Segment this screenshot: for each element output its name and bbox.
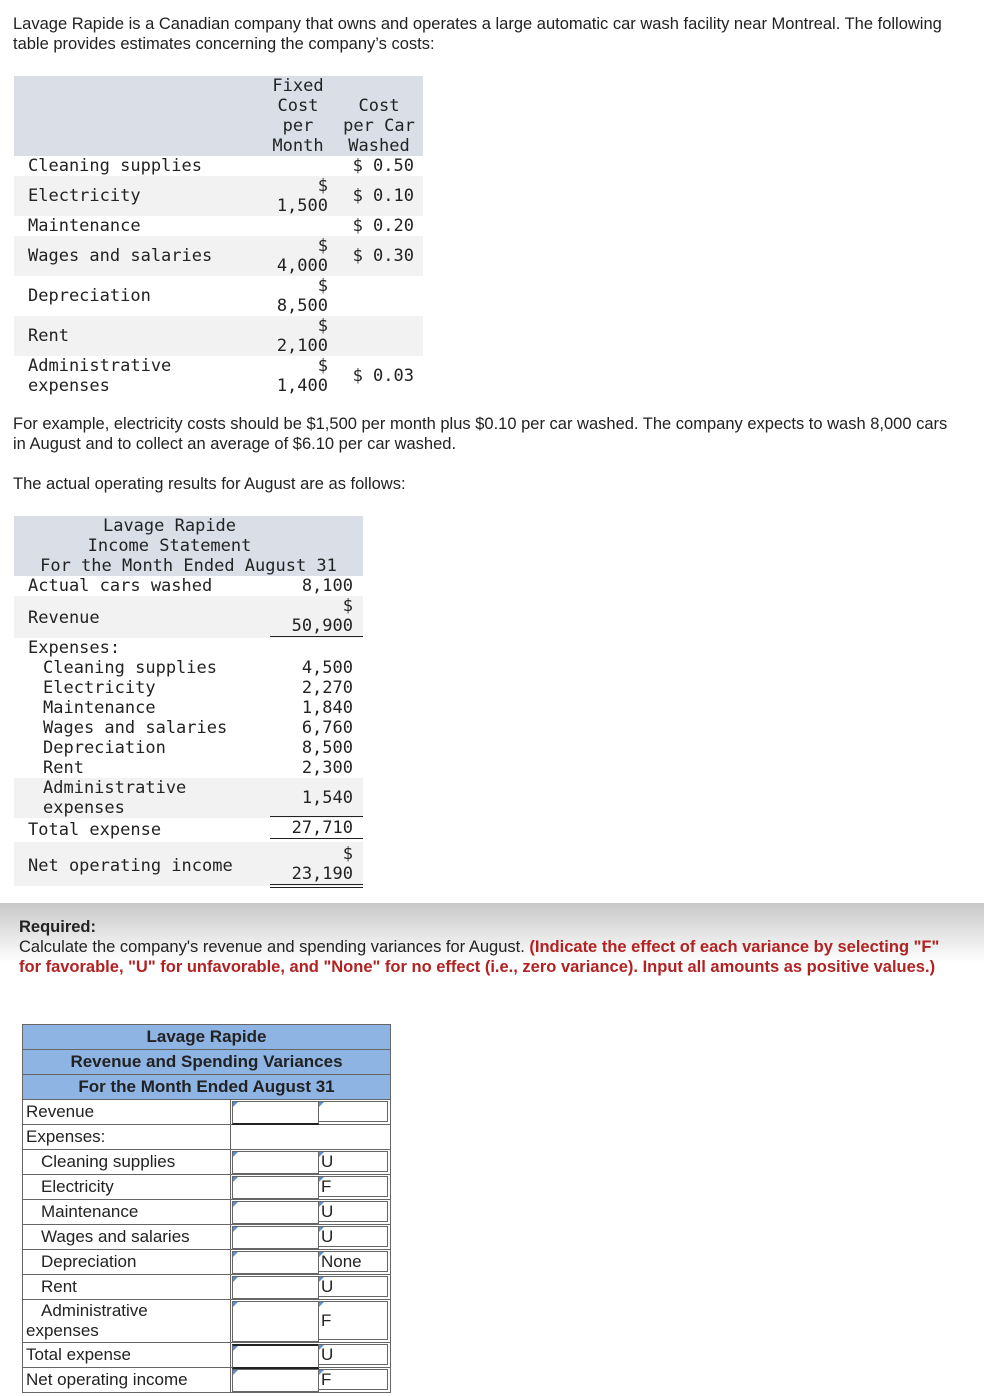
cost-row-label: Electricity — [28, 186, 141, 206]
expense-value: 2,300 — [301, 758, 353, 778]
variance-title-2: Revenue and Spending Variances — [23, 1050, 390, 1075]
table-row — [23, 1225, 390, 1250]
expense-label: Maintenance — [43, 698, 156, 718]
variance-table — [22, 1024, 391, 1393]
row-label: Rent — [23, 1275, 231, 1299]
per-car-cell: $ 0.10 — [352, 186, 414, 206]
variance-amount-input[interactable] — [232, 1251, 319, 1274]
total-variance-input[interactable] — [232, 1344, 319, 1369]
per-car-cell: $ 0.20 — [352, 216, 414, 236]
effect-select[interactable]: None — [318, 1251, 388, 1272]
fixed-cost-cell: $ 1,500 — [276, 176, 328, 216]
row-label: Maintenance — [23, 1200, 231, 1224]
required-body: Calculate the company's revenue and spending variances for August. — [19, 938, 525, 956]
expense-value: 4,500 — [301, 658, 353, 678]
effect-select[interactable]: F — [318, 1301, 388, 1340]
income-title: Lavage Rapide Income Statement For the Month Ended August 31 — [40, 516, 337, 576]
table-row — [23, 1150, 390, 1175]
row-label: Electricity — [23, 1175, 231, 1199]
example-text: For example, electricity costs should be $1,500 per month plus $0.10 per car washed. The company expects to wash 8,000 cars in August and to collect an average of $6.10 per car washed. — [13, 415, 948, 453]
row-label: Wages and salaries — [23, 1225, 231, 1249]
variance-amount-input[interactable] — [232, 1226, 319, 1249]
cars-value: 8,100 — [301, 576, 353, 596]
row-label: Cleaning supplies — [23, 1150, 231, 1174]
table-row — [23, 1275, 390, 1300]
row-label: Total expense — [23, 1343, 231, 1367]
cars-label: Actual cars washed — [28, 576, 213, 596]
cost-row-label: Wages and salaries — [28, 246, 213, 266]
header-fixed-cost: Fixed Cost per Month — [272, 76, 324, 156]
table-row — [23, 1125, 390, 1150]
variance-amount-input[interactable] — [232, 1301, 319, 1342]
expense-label: Electricity — [43, 678, 156, 698]
table-row — [23, 1368, 390, 1392]
per-car-cell: $ 0.03 — [352, 366, 414, 386]
per-car-cell: $ 0.30 — [352, 246, 414, 266]
expense-value: 6,760 — [301, 718, 353, 738]
fixed-cost-cell: $ 2,100 — [276, 316, 328, 356]
intro-text: Lavage Rapide is a Canadian company that owns and operates a large automatic car wash facility near Montreal. The following table provides estimates concerning the company’s costs: — [13, 15, 942, 53]
effect-select[interactable]: U — [318, 1276, 388, 1297]
admin-label: Administrative expenses — [43, 778, 187, 818]
row-label: Net operating income — [23, 1368, 231, 1392]
effect-select[interactable]: U — [318, 1151, 388, 1172]
expense-value: 2,270 — [301, 678, 353, 698]
required-instruction: (Indicate the effect of each variance by selecting "F" for favorable, "U" for unfavorable, and "None" for no effect (i.e., zero variance). Input all amounts as positive values.) — [19, 938, 940, 976]
expense-label: Wages and salaries — [43, 718, 228, 738]
required-text — [19, 917, 949, 977]
effect-select[interactable]: U — [318, 1226, 388, 1247]
effect-select[interactable]: F — [318, 1176, 388, 1197]
table-row — [23, 1250, 390, 1275]
expense-label: Rent — [43, 758, 84, 778]
expense-label: Cleaning supplies — [43, 658, 217, 678]
row-label: Revenue — [23, 1100, 231, 1124]
noi-value: $ 23,190 — [291, 844, 353, 884]
effect-select[interactable]: F — [318, 1369, 388, 1390]
admin-value: 1,540 — [301, 788, 353, 808]
row-label: Expenses: — [23, 1125, 231, 1149]
cost-row-label: Administrative expenses — [28, 356, 172, 396]
expense-value: 1,840 — [301, 698, 353, 718]
required-heading: Required: — [19, 918, 97, 936]
table-row — [23, 1200, 390, 1225]
row-label: Depreciation — [23, 1250, 231, 1274]
cost-row-label: Maintenance — [28, 216, 141, 236]
variance-amount-input[interactable] — [232, 1201, 319, 1224]
variance-amount-input[interactable] — [232, 1176, 319, 1199]
table-row — [23, 1343, 390, 1368]
variance-amount-input[interactable] — [232, 1151, 319, 1174]
revenue-label: Revenue — [28, 608, 100, 628]
revenue-variance-input[interactable] — [232, 1101, 319, 1125]
revenue-value: $ 50,900 — [291, 596, 353, 636]
variance-title-1: Lavage Rapide — [23, 1025, 390, 1050]
cost-row-label: Cleaning supplies — [28, 156, 202, 176]
noi-label: Net operating income — [28, 856, 233, 876]
total-expense-label: Total expense — [28, 820, 162, 840]
row-label: Administrative expenses — [23, 1300, 231, 1342]
cost-row-label: Depreciation — [28, 286, 151, 306]
total-expense-value: 27,710 — [291, 818, 353, 838]
per-car-cell: $ 0.50 — [352, 156, 414, 176]
fixed-cost-cell: $ 1,400 — [276, 356, 328, 396]
table-row — [23, 1175, 390, 1200]
actual-intro-text: The actual operating results for August are as follows: — [13, 475, 406, 493]
noi-variance-input[interactable] — [232, 1369, 319, 1392]
fixed-cost-cell: $ 8,500 — [276, 276, 328, 316]
variance-title-3: For the Month Ended August 31 — [23, 1075, 390, 1100]
table-row — [23, 1300, 390, 1343]
expenses-label: Expenses: — [28, 638, 121, 658]
table-row — [23, 1100, 390, 1125]
cost-row-label: Rent — [28, 326, 69, 346]
effect-select[interactable]: U — [318, 1344, 388, 1365]
effect-select[interactable]: U — [318, 1201, 388, 1222]
variance-amount-input[interactable] — [232, 1276, 319, 1299]
header-cost-per-car: Cost per Car Washed — [343, 96, 415, 156]
expense-value: 8,500 — [301, 738, 353, 758]
revenue-effect-select[interactable] — [318, 1101, 388, 1122]
expense-label: Depreciation — [43, 738, 166, 758]
fixed-cost-cell: $ 4,000 — [276, 236, 328, 276]
